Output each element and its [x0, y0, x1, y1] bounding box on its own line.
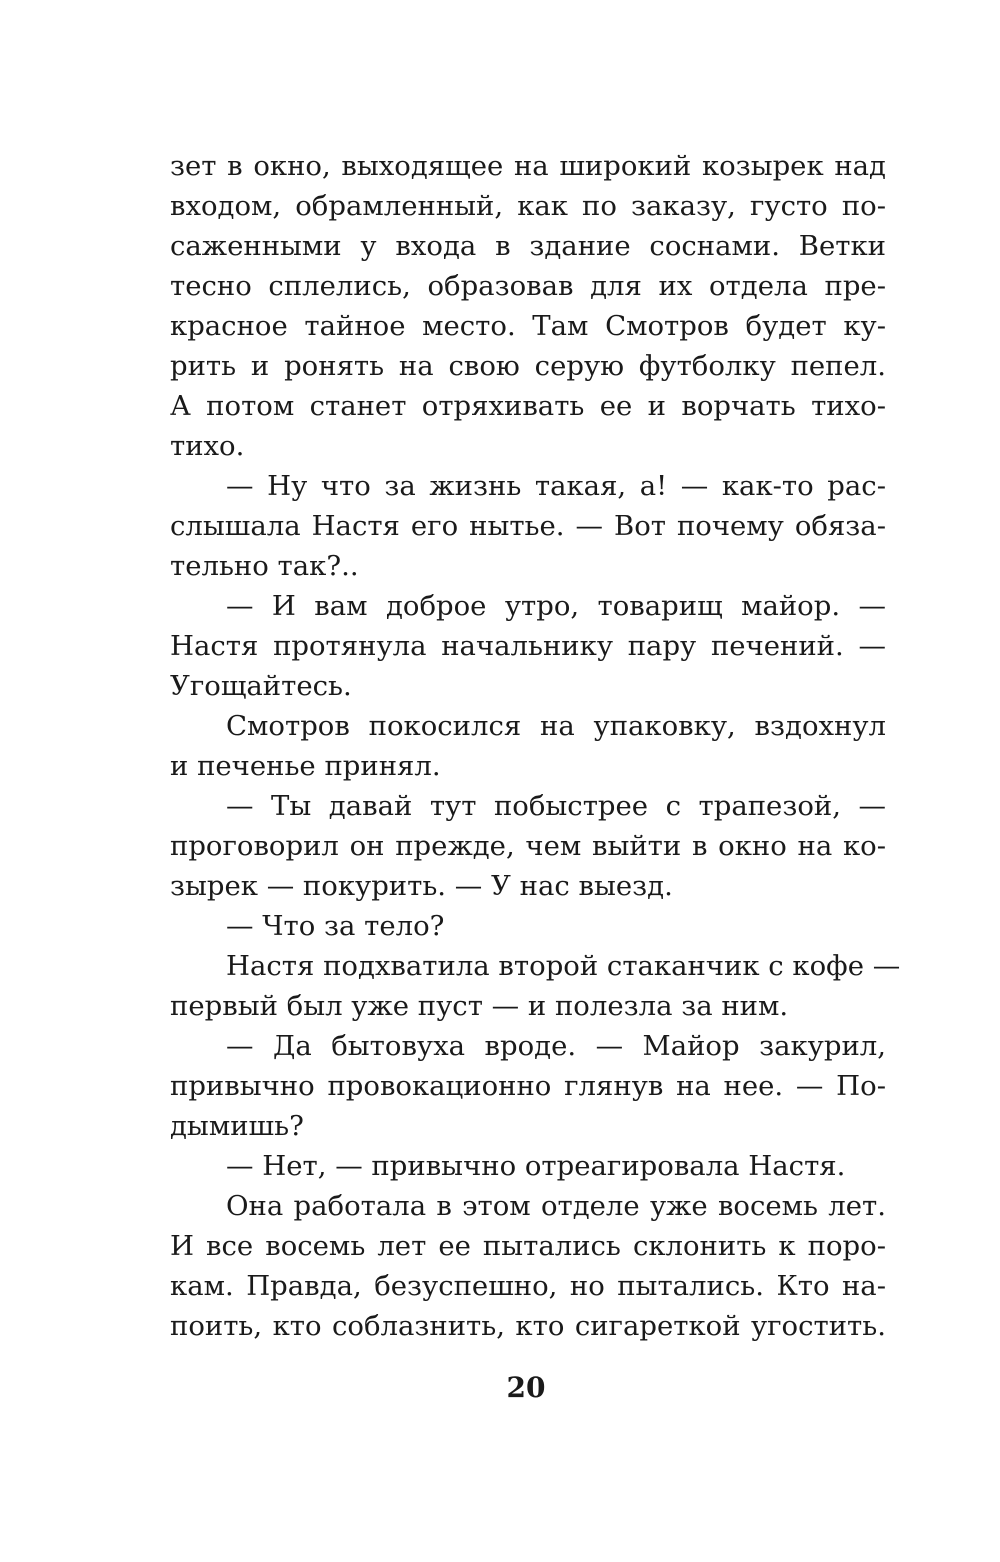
text-line: — Да бытовуха вроде. — Майор закурил,	[226, 1030, 886, 1062]
body-text	[170, 146, 901, 1346]
text-line: проговорил он прежде, чем выйти в окно на ко-	[170, 830, 886, 862]
text-line: тесно сплелись, образовав для их отдела пре-	[170, 270, 886, 302]
text-line: первый был уже пуст — и полезла за ним.	[170, 990, 789, 1022]
text-line: и печенье принял.	[170, 750, 441, 782]
text-line: входом, обрамленный, как по заказу, густо по-	[170, 190, 886, 222]
text-line: А потом станет отряхивать ее и ворчать тихо-	[170, 390, 886, 422]
text-line: И все восемь лет ее пытались склонить к поро-	[170, 1230, 886, 1262]
text-line: рить и ронять на свою серую футболку пепел.	[170, 350, 886, 382]
text-line: зет в окно, выходящее на широкий козырек над	[170, 150, 886, 182]
text-line: Настя подхватила второй стаканчик с кофе —	[226, 950, 901, 982]
text-line: тихо.	[170, 430, 245, 462]
text-line: Настя протянула начальнику пару печений. —	[170, 630, 886, 662]
text-line: кам. Правда, безуспешно, но пытались. Кто на-	[170, 1270, 886, 1302]
text-line: — Что за тело?	[226, 910, 445, 942]
text-line: — Ну что за жизнь такая, а! — как-то рас-	[226, 470, 886, 502]
text-line: Угощайтесь.	[170, 670, 352, 702]
text-line: Она работала в этом отделе уже восемь лет.	[226, 1190, 886, 1222]
text-line: красное тайное место. Там Смотров будет ку-	[170, 310, 886, 342]
text-line: дымишь?	[170, 1110, 304, 1142]
text-line: поить, кто соблазнить, кто сигареткой угостить.	[170, 1310, 886, 1342]
text-line: слышала Настя его нытье. — Вот почему обяза-	[170, 510, 886, 542]
text-line: Смотров покосился на упаковку, вздохнул	[226, 710, 886, 742]
text-line: привычно провокационно глянув на нее. — По-	[170, 1070, 886, 1102]
page-number: 20	[506, 1371, 546, 1404]
text-line: — И вам доброе утро, товарищ майор. —	[226, 590, 886, 622]
text-line: саженными у входа в здание соснами. Ветки	[170, 230, 886, 262]
text-line: — Нет, — привычно отреагировала Настя.	[226, 1150, 846, 1182]
text-line: тельно так?..	[170, 550, 359, 582]
text-line: зырек — покурить. — У нас выезд.	[170, 870, 673, 902]
text-line: — Ты давай тут побыстрее с трапезой, —	[226, 790, 886, 822]
